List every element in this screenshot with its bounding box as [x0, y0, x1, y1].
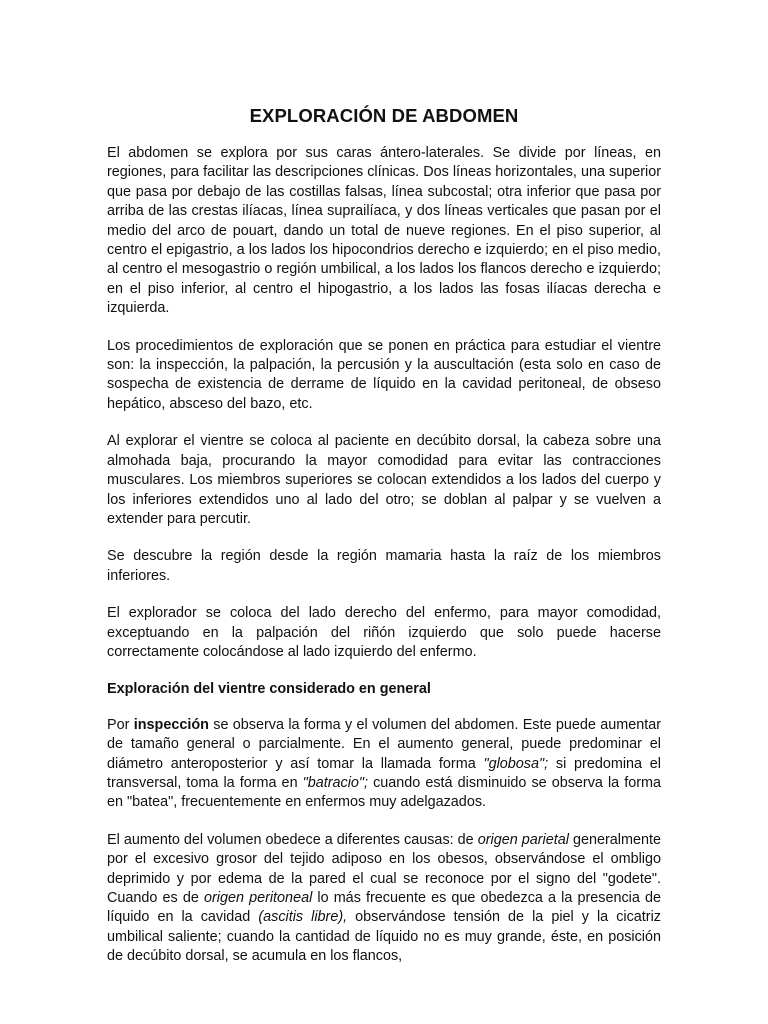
paragraph-exploration-procedures: Los procedimientos de exploración que se ponen en práctica para estudiar el vientre son: la inspección, la palpación, la percusión y la auscultación (esta solo en caso de sospecha de existencia de derrame de líquido en la cavidad peritoneal, de obseso hepático, absceso del bazo, etc.: [107, 337, 661, 412]
inspection-batracio: "batracio";: [302, 774, 369, 791]
inspection-globosa: "globosa";: [483, 755, 549, 772]
paragraph-uncover-region: Se descubre la región desde la región mamaria hasta la raíz de los miembros inferiores.: [107, 548, 661, 584]
inspection-text-4: cuando está disminuido se observa la forma en "batea", frecuentemente en enfermos muy adelgazados.: [107, 774, 661, 811]
volume-text-2: generalmente por el excesivo grosor del tejido adiposo en los obesos, observándose el ombligo deprimido y por edema de la pared el cual se reconoce por el signo del "godete". Cuando es de: [107, 831, 661, 906]
inspection-text-1: Por: [107, 716, 134, 733]
document-title: EXPLORACIÓN DE ABDOMEN: [249, 105, 519, 126]
volume-origen-parietal: origen parietal: [477, 831, 569, 848]
volume-text-3: lo más frecuente es que obedezca a la presencia de líquido en la cavidad: [107, 890, 661, 926]
inspection-term: inspección: [133, 716, 209, 733]
volume-ascitis-libre: (ascitis libre),: [258, 909, 348, 926]
paragraph-inspection: [107, 716, 661, 813]
volume-text-4: observándose tensión de la piel y la cicatriz umbilical saliente; cuando la cantidad de líquido no es muy grande, éste, en posición de decúbito dorsal, se acumula en los flancos,: [107, 909, 661, 965]
inspection-text-2: se observa la forma y el volumen del abdomen. Este puede aumentar de tamaño general o parcialmente. En el aumento general, puede predominar el diámetro anteroposterior y así tomar la llamada forma: [107, 716, 661, 772]
inspection-text-3: si predomina el transversal, toma la forma en: [107, 755, 661, 791]
paragraph-abdomen-regions: El abdomen se explora por sus caras ántero-laterales. Se divide por líneas, en regiones, para facilitar las descripciones clínicas. Dos líneas horizontales, una superior que pasa por debajo de las costillas falsas, línea subcostal; otra inferior que pasa por arriba de las crestas ilíacas, línea suprailíaca, y dos líneas verticales que pasan por el medio del arco de pouart, dando un total de nueve regiones. En el piso superior, al centro el epigastrio, a los lados los hipocondrios derecho e izquierdo; en el piso medio, al centro el mesogastrio o región umbilical, a los lados los flancos derecho e izquierdo; en el piso inferior, al centro el hipogastrio, a los lados las fosas ilíacas derecha e izquierda.: [107, 145, 661, 317]
volume-text-1: El aumento del volumen obedece a diferentes causas: de: [107, 831, 478, 848]
paragraph-patient-position: Al explorar el vientre se coloca al paciente en decúbito dorsal, la cabeza sobre una almohada baja, procurando la mayor comodidad para evitar las contracciones musculares. Los miembros superiores se colocan extendidos a los lados del cuerpo y los inferiores extendidos uno al lado del otro; se doblan al palpar y se vuelven a extender para percutir.: [107, 433, 661, 527]
section-heading: Exploración del vientre considerado en general: [107, 681, 431, 698]
paragraph-examiner-position: El explorador se coloca del lado derecho del enfermo, para mayor comodidad, exceptuando en la palpación del riñón izquierdo que solo puede hacerse correctamente colocándose al lado izquierdo del enfermo.: [107, 605, 661, 660]
paragraph-volume-causes: [107, 831, 661, 967]
volume-origen-peritoneal: origen peritoneal: [203, 890, 313, 906]
